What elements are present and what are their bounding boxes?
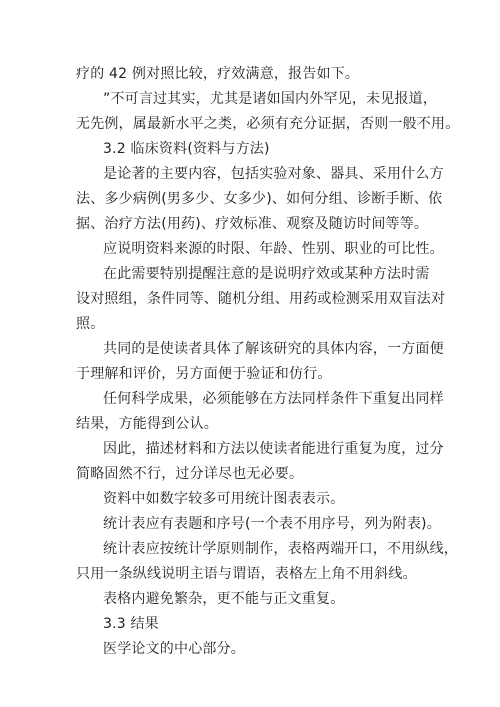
text-line: 无先例，属最新水平之类，必须有充分证据，否则一般不用。 (76, 116, 460, 132)
text-line: 于理解和评价，另方面便于验证和仿行。 (76, 366, 332, 382)
text-line: 在此需要特别提醒注意的是说明疗效或某种方法时需 (103, 266, 430, 282)
text-line: 简略固然不行，过分详尽也无必要。 (76, 466, 304, 482)
text-line: 结果，方能得到公认。 (76, 416, 218, 432)
text-line: 因此，描述材料和方法以使读者能进行重复为度，过分 (103, 441, 444, 457)
section-heading: 3.3 结果 (103, 616, 159, 632)
text-line: 资料中如数字较多可用统计图表表示。 (103, 491, 345, 507)
text-line: 统计表应按统计学原则制作，表格两端开口，不用纵线， (103, 541, 458, 557)
text-line: 设对照组，条件同等、随机分组、用药或检测采用双盲法对 (76, 291, 446, 307)
text-line: 医学论文的中心部分。 (103, 641, 245, 657)
text-line: 法、多少病例(男多少、女多少)、如何分组、诊断手断、依 (76, 191, 443, 207)
text-line: 共同的是使读者具体了解该研究的具体内容，一方面便 (103, 341, 444, 357)
text-line: 据、治疗方法(用药)、疗效标准、观察及随访时间等等。 (76, 216, 429, 232)
text-line: 任何科学成果，必须能够在方法同样条件下重复出同样 (103, 391, 444, 407)
section-heading: 3.2 临床资料(资料与方法) (103, 141, 270, 157)
text-line: 是论著的主要内容，包括实验对象、器具、采用什么方 (103, 166, 444, 182)
text-line: ”不可言过其实，尤其是诸如国内外罕见，未见报道， (103, 91, 438, 107)
text-line: 表格内避免繁杂，更不能与正文重复。 (103, 591, 345, 607)
text-line: 照。 (76, 316, 105, 332)
text-line: 只用一条纵线说明主语与谓语，表格左上角不用斜线。 (76, 566, 417, 582)
text-line: 统计表应有表题和序号(一个表不用序号，列为附表)。 (103, 516, 441, 532)
text-line: 疗的 42 例对照比较，疗效满意，报告如下。 (76, 66, 360, 82)
text-line: 应说明资料来源的时限、年龄、性别、职业的可比性。 (103, 241, 444, 257)
